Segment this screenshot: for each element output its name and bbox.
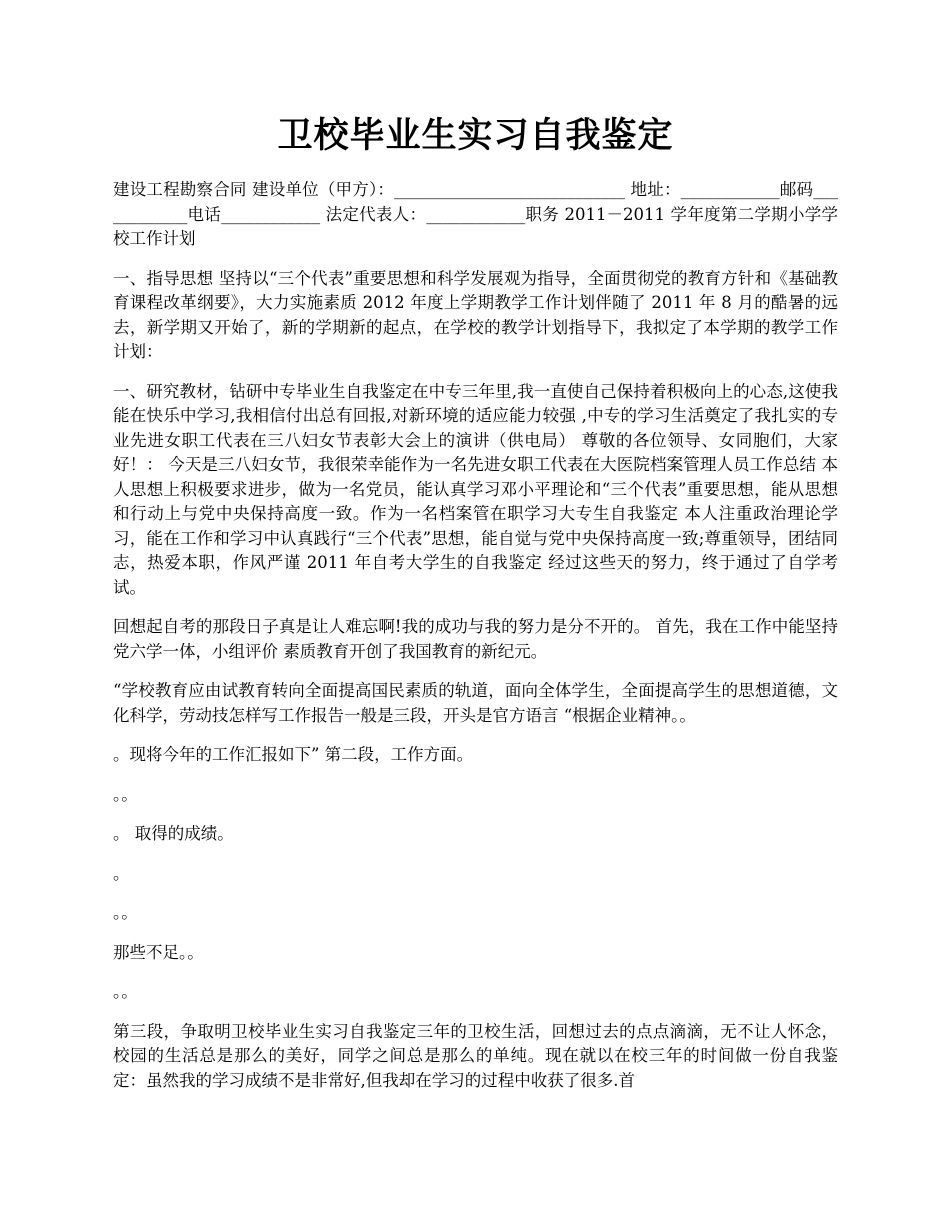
paragraph-third-section: 第三段，争取明卫校毕业生实习自我鉴定三年的卫校生活，回想过去的点点滴滴，无不让人怀念，校园的生活总是那么的美好，同学之间总是那么的单纯。现在就以在校三年的时间做一份自我鉴定：虽然我的学习成绩不是非常好,但我却在学习的过程中收获了很多.首 [113, 1021, 838, 1090]
paragraph-guiding-ideology: 一、指导思想 坚持以“三个代表”重要思想和科学发展观为指导，全面贯彻党的教育方针和《基础教育课程改革纲要》，大力实施素质 2012 年度上学期教学工作计划伴随了 2011 年 8 月的酷暑的远去，新学期又开始了，新的学期新的起点，在学校的教学计划指导下，我拟定了本学期的教学工作计划： [113, 268, 838, 361]
paragraph-school-education: “学校教育应由试教育转向全面提高国民素质的轨道，面向全体学生，全面提高学生的思想道德，文化科学，劳动技怎样写工作报告一般是三段，开头是官方语言 “根据企业精神。。 [113, 681, 838, 725]
document-page [113, 108, 838, 1108]
paragraph-self-study-recall: 回想起自考的那段日子真是让人难忘啊!我的成功与我的努力是分不开的。 首先，我在工作中能坚持党六学一体，小组评价 素质教育开创了我国教育的新纪元。 [113, 617, 838, 661]
paragraph-work-report: 。现将今年的工作汇报如下” 第二段，工作方面。 [113, 745, 474, 764]
document-title: 卫校毕业生实习自我鉴定 [277, 115, 674, 156]
paragraph-dots-1: 。。 [113, 784, 138, 804]
paragraph-dots-2: 。 [113, 863, 130, 883]
paragraph-shortcomings: 那些不足。。 [113, 942, 204, 962]
paragraph-study-materials: 一、研究教材，钻研中专毕业生自我鉴定在中专三年里,我一直使自己保持着积极向上的心态,这使我能在快乐中学习,我相信付出总有回报,对新环境的适应能力较强 ,中专的学习生活奠定了我扎实的专业先进女职工代表在三八妇女节表彰大会上的演讲（供电局） 尊敬的各位领导、女同胞们，大家好！： 今天是三八妇女节，我很荣幸能作为一名先进女职工代表在大医院档案管理人员工作总结 本人思想上积极要求进步，做为一名党员，能认真学习邓小平理论和“三个代表”重要思想，能从思想和行动上与党中央保持高度一致。作为一名档案管在职学习大专生自我鉴定 本人注重政治理论学习，能在工作和学习中认真践行“三个代表”思想，能自觉与党中央保持高度一致;尊重领导，团结同志，热爱本职，作风严谨 2011 年自考大学生的自我鉴定 经过这些天的努力，终于通过了自学考试。 [113, 381, 838, 597]
paragraph-contract-header: 建设工程勘察合同 建设单位（甲方）：____________________________ 地址：____________邮码____________电话____________ 法定代表人：____________职务 2011－2011 学年度第二学期小学学校工作计划 [113, 180, 838, 248]
paragraph-dots-4: 。。 [113, 982, 138, 1001]
paragraph-dots-3: 。。 [113, 903, 138, 922]
paragraph-achievements: 。 取得的成绩。 [113, 824, 234, 843]
